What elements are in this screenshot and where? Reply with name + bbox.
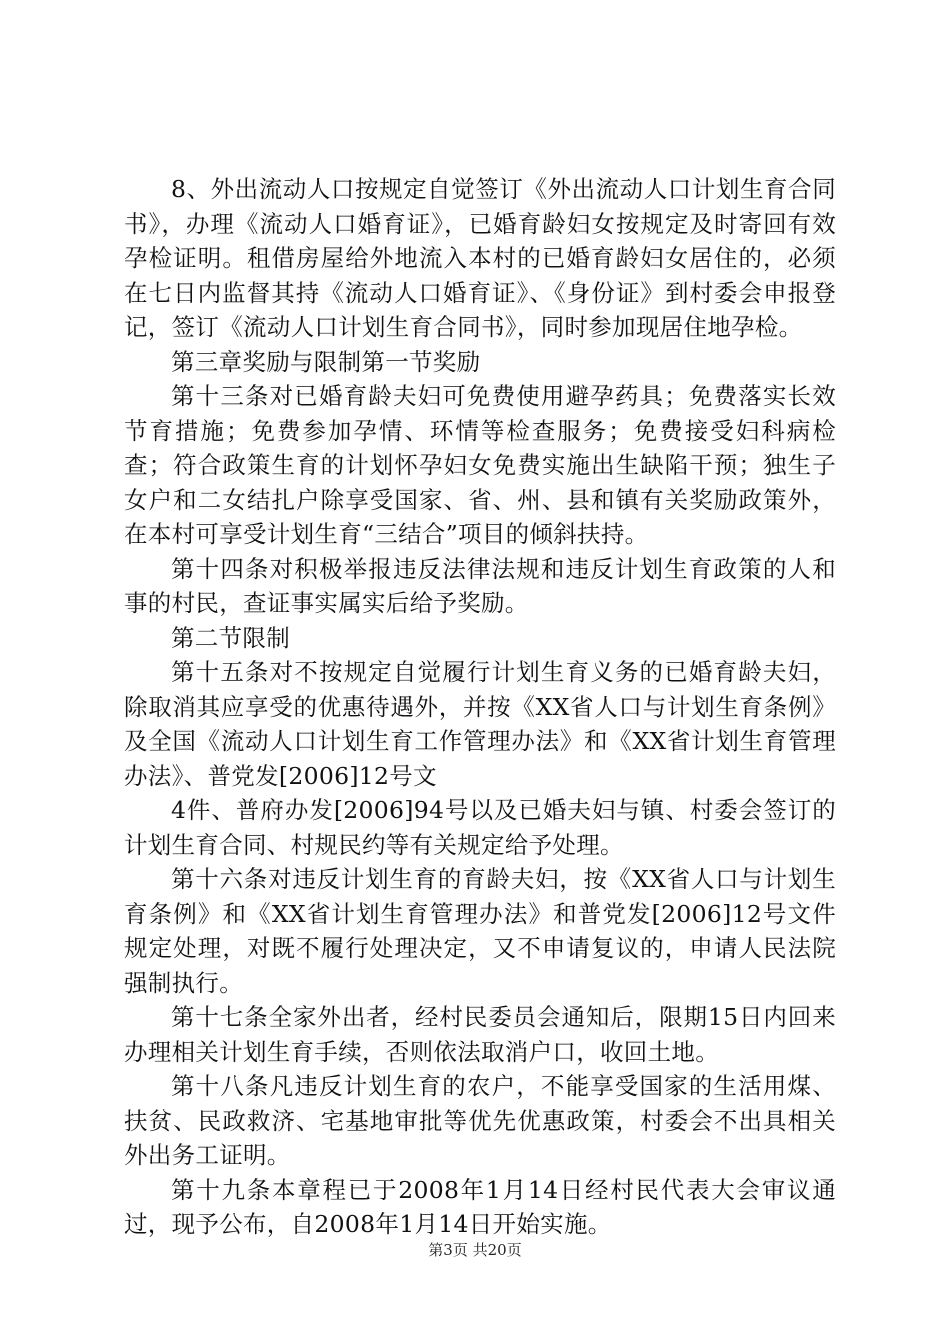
paragraph-item-8: 8、外出流动人口按规定自觉签订《外出流动人口计划生育合同书》，办理《流动人口婚育证》，已婚育龄妇女按规定及时寄回有效孕检证明。租借房屋给外地流入本村的已婚育龄妇女居住的，必须在七日内监督其持《流动人口婚育证》、《身份证》到村委会申报登记，签订《流动人口计划生育合同书》，同时参加现居住地孕检。	[124, 175, 836, 341]
page-number-footer: 第3页 共20页	[428, 1241, 522, 1259]
article-19: 第十九条本章程已于2008年1月14日经村民代表大会审议通过，现予公布，自2008年1月14日开始实施。	[124, 1175, 836, 1238]
article-17: 第十七条全家外出者，经村民委员会通知后，限期15日内回来办理相关计划生育手续，否则依法取消户口，收回土地。	[124, 1003, 836, 1066]
document-body	[124, 172, 836, 1242]
chapter-heading: 第三章奖励与限制第一节奖励	[171, 347, 481, 376]
article-14: 第十四条对积极举报违反法律法规和违反计划生育政策的人和事的村民，查证事实属实后给予奖励。	[124, 554, 836, 617]
article-15: 第十五条对不按规定自觉履行计划生育义务的已婚育龄夫妇，除取消其应享受的优惠待遇外，并按《XX省人口与计划生育条例》及全国《流动人口计划生育工作管理办法》和《XX省计划生育管理办法》、普党发[2006]12号文	[124, 658, 836, 790]
article-16: 第十六条对违反计划生育的育龄夫妇，按《XX省人口与计划生育条例》和《XX省计划生育管理办法》和普党发[2006]12号文件规定处理，对既不履行处理决定，又不申请复议的，申请人民法院强制执行。	[124, 865, 836, 997]
section-heading: 第二节限制	[171, 623, 290, 652]
article-18: 第十八条凡违反计划生育的农户，不能享受国家的生活用煤、扶贫、民政救济、宅基地审批等优先优惠政策，村委会不出具相关外出务工证明。	[124, 1072, 836, 1169]
article-15-continued: 4件、普府办发[2006]94号以及已婚夫妇与镇、村委会签订的计划生育合同、村规民约等有关规定给予处理。	[124, 796, 836, 859]
article-13: 第十三条对已婚育龄夫妇可免费使用避孕药具；免费落实长效节育措施；免费参加孕情、环情等检查服务；免费接受妇科病检查；符合政策生育的计划怀孕妇女免费实施出生缺陷干预；独生子女户和二女结扎户除享受国家、省、州、县和镇有关奖励政策外，在本村可享受计划生育“三结合”项目的倾斜扶持。	[124, 382, 836, 548]
